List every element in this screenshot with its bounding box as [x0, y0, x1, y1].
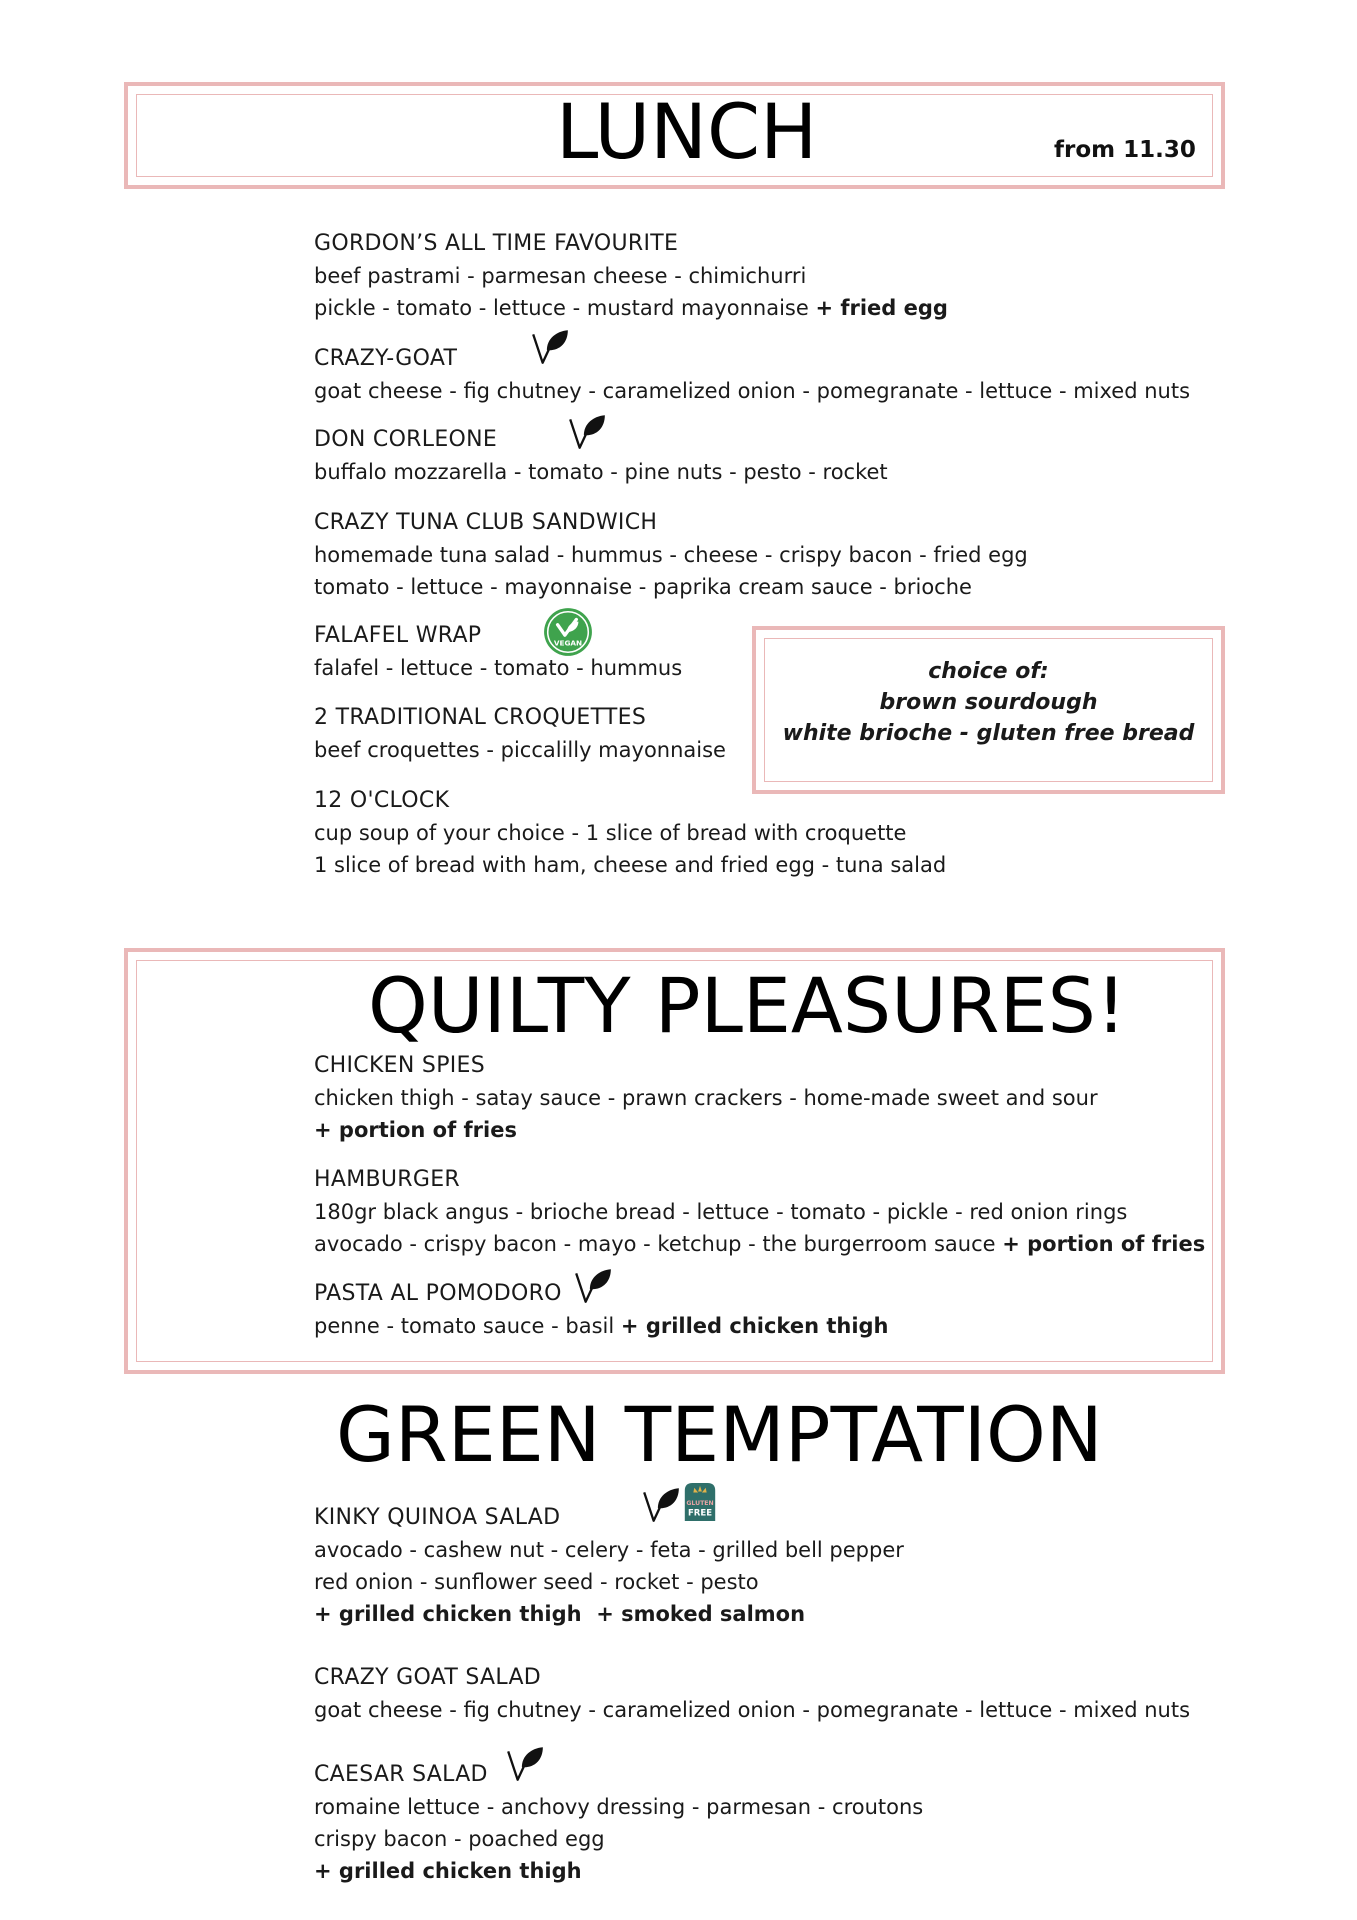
menu-item-gordons: [314, 228, 948, 324]
item-desc: falafel - lettuce - tomato - hummus: [314, 656, 683, 680]
item-extra: + fried egg: [815, 296, 948, 320]
item-desc: avocado - crispy bacon - mayo - ketchup - the burgerroom sauce + portion of fries: [314, 1232, 1206, 1256]
choice-option: brown sourdough: [879, 690, 1098, 715]
menu-item-croquettes: [314, 702, 726, 766]
item-desc: buffalo mozzarella - tomato - pine nuts - pesto - rocket: [314, 460, 888, 484]
menu-item-falafel-wrap: [314, 620, 682, 684]
menu-item-chicken-spies: [314, 1050, 1098, 1146]
item-desc: crispy bacon - poached egg: [314, 1827, 605, 1851]
item-extra: + grilled chicken thigh: [620, 1314, 889, 1338]
item-desc: 1 slice of bread with ham, cheese and fried egg - tuna salad: [314, 853, 947, 877]
guilty-title: QUILTY PLEASURES!: [368, 961, 1127, 1050]
item-name: CRAZY GOAT SALAD: [314, 1665, 542, 1690]
svg-text:FREE: FREE: [687, 1508, 713, 1519]
vegetarian-leaf-icon: [504, 1743, 546, 1785]
item-name: PASTA AL POMODORO: [314, 1281, 562, 1306]
svg-text:GLUTEN: GLUTEN: [686, 1499, 714, 1507]
menu-item-12-oclock: [314, 785, 946, 881]
item-extra: + portion of fries: [1002, 1232, 1206, 1256]
item-name: CAESAR SALAD: [314, 1762, 488, 1787]
item-desc: beef pastrami - parmesan cheese - chimichurri: [314, 264, 807, 288]
choice-option: white brioche - gluten free bread: [782, 721, 1195, 746]
item-name: HAMBURGER: [314, 1167, 460, 1192]
item-desc: penne - tomato sauce - basil + grilled chicken thigh: [314, 1314, 889, 1338]
item-name: 12 O'CLOCK: [314, 788, 450, 813]
menu-item-crazy-goat-salad: [314, 1662, 1190, 1726]
green-title: GREEN TEMPTATION: [336, 1390, 1103, 1479]
item-name: CRAZY-GOAT: [314, 346, 458, 371]
menu-item-crazy-goat: [314, 343, 1190, 407]
item-desc: avocado - cashew nut - celery - feta - grilled bell pepper: [314, 1538, 904, 1562]
menu-item-kinky-quinoa: [314, 1499, 904, 1630]
gluten-free-badge-icon: [681, 1480, 719, 1524]
svg-text:VEGAN: VEGAN: [553, 638, 583, 648]
lunch-since: from 11.30: [1054, 137, 1196, 163]
menu-item-hamburger: [314, 1164, 1205, 1260]
item-desc: pickle - tomato - lettuce - mustard mayonnaise + fried egg: [314, 296, 948, 320]
vegetarian-leaf-icon: [566, 411, 608, 453]
vegetarian-leaf-icon: [572, 1265, 614, 1307]
item-extra: + grilled chicken thigh: [314, 1859, 582, 1883]
item-desc: romaine lettuce - anchovy dressing - parmesan - croutons: [314, 1795, 924, 1819]
menu-item-caesar-salad: [314, 1759, 923, 1887]
item-desc: cup soup of your choice - 1 slice of bread with croquette: [314, 821, 907, 845]
item-desc: goat cheese - fig chutney - caramelized onion - pomegranate - lettuce - mixed nuts: [314, 379, 1191, 403]
item-name: 2 TRADITIONAL CROQUETTES: [314, 705, 647, 730]
menu-item-crazy-tuna: [314, 507, 1028, 603]
item-desc: goat cheese - fig chutney - caramelized onion - pomegranate - lettuce - mixed nuts: [314, 1698, 1191, 1722]
item-name: GORDON’S ALL TIME FAVOURITE: [314, 231, 679, 256]
vegetarian-leaf-icon: [640, 1484, 682, 1526]
item-name: FALAFEL WRAP: [314, 623, 482, 648]
item-name: DON CORLEONE: [314, 427, 498, 452]
item-name: CRAZY TUNA CLUB SANDWICH: [314, 510, 658, 535]
item-desc: tomato - lettuce - mayonnaise - paprika cream sauce - brioche: [314, 575, 972, 599]
item-desc: 180gr black angus - brioche bread - lettuce - tomato - pickle - red onion rings: [314, 1200, 1128, 1224]
item-desc: beef croquettes - piccalilly mayonnaise: [314, 738, 726, 762]
choice-heading: choice of:: [928, 659, 1049, 684]
bread-choice-text: [752, 656, 1225, 749]
item-desc: red onion - sunflower seed - rocket - pesto: [314, 1570, 759, 1594]
vegan-badge-icon: [542, 606, 594, 658]
item-name: CHICKEN SPIES: [314, 1053, 486, 1078]
item-extra: + portion of fries: [314, 1118, 517, 1142]
item-desc: homemade tuna salad - hummus - cheese - crispy bacon - fried egg: [314, 543, 1028, 567]
item-desc: chicken thigh - satay sauce - prawn crackers - home-made sweet and sour: [314, 1086, 1098, 1110]
item-name: KINKY QUINOA SALAD: [314, 1505, 561, 1530]
lunch-title: LUNCH: [556, 87, 818, 176]
item-extra: + grilled chicken thigh + smoked salmon: [314, 1602, 806, 1626]
vegetarian-leaf-icon: [529, 326, 571, 368]
